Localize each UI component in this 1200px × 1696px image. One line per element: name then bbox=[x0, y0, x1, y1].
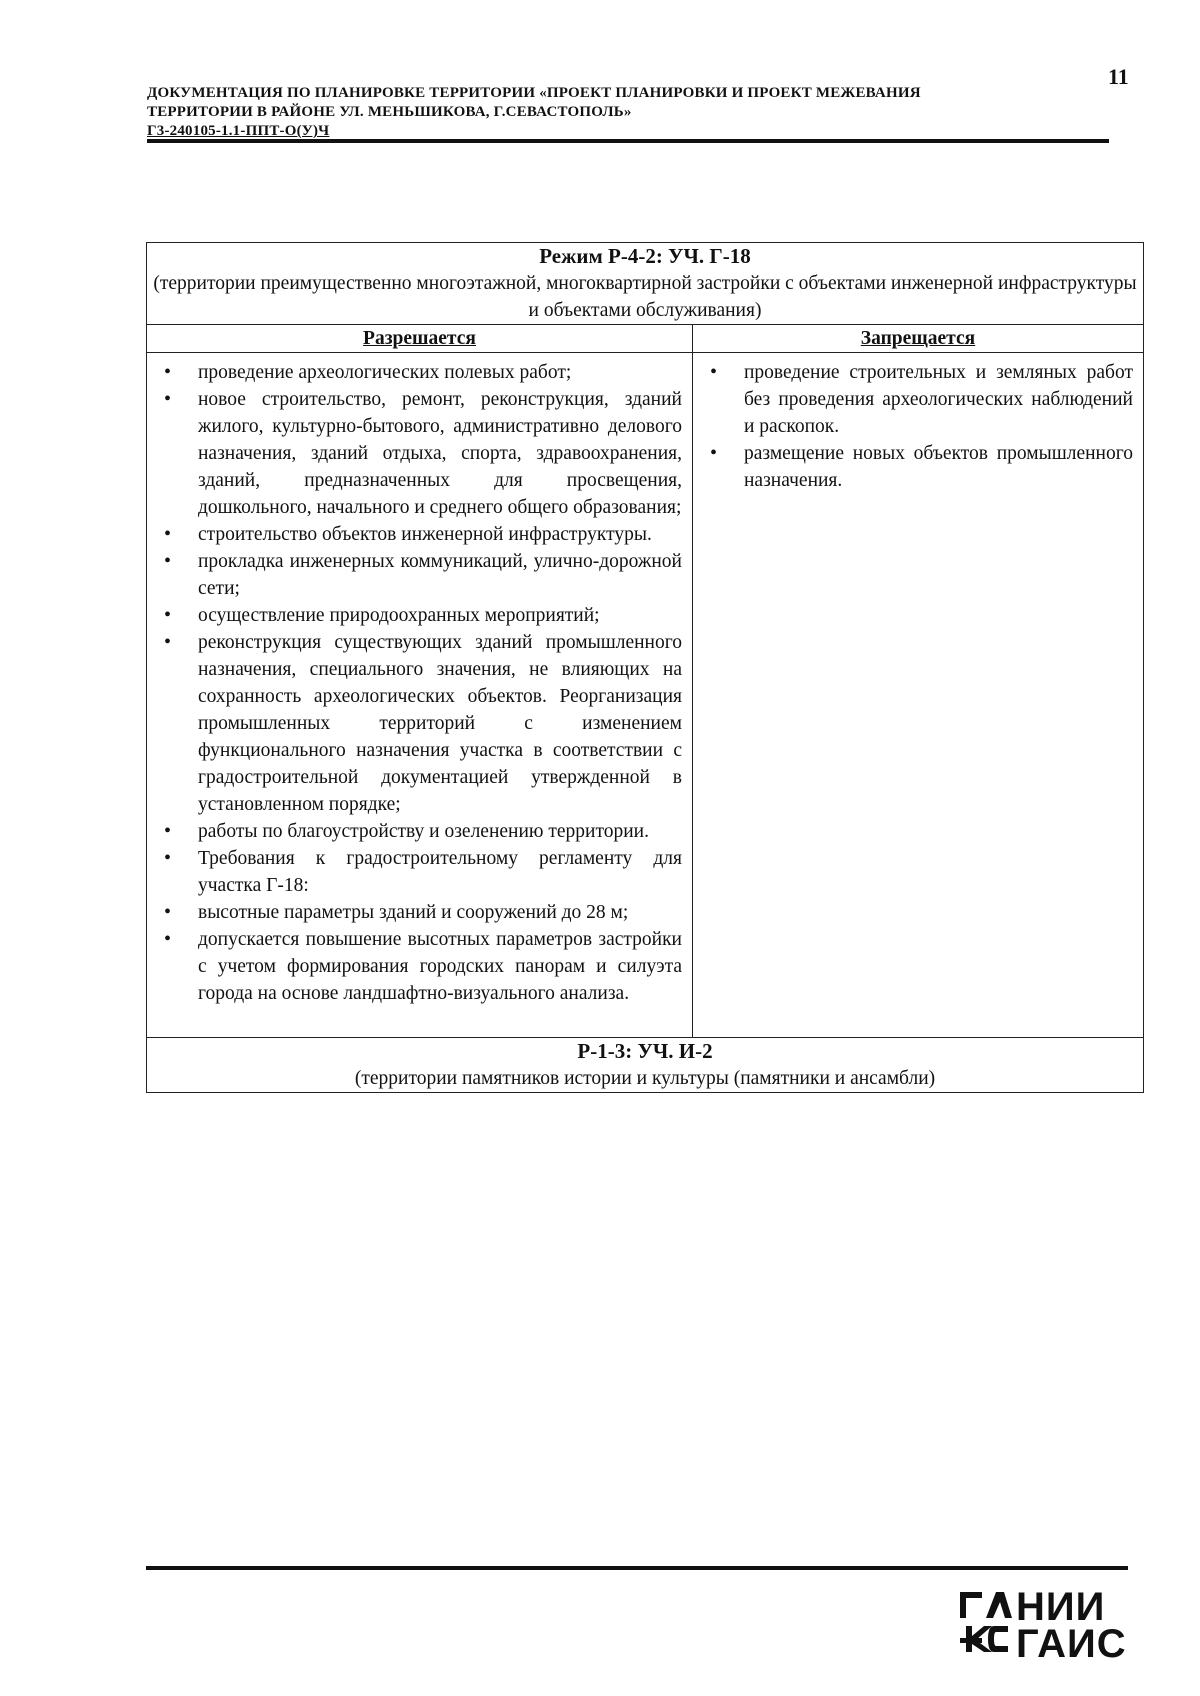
forbidden-list bbox=[693, 353, 1143, 524]
allowed-item: • прокладка инженерных коммуникаций, улично-дорожной сети; bbox=[147, 548, 682, 602]
nii-gais-logo bbox=[960, 1585, 1140, 1666]
regime-title-cell bbox=[147, 243, 1144, 325]
regime2-subtitle: (территории памятников истории и культуры (памятники и ансамбли) bbox=[354, 1068, 936, 1089]
document-header bbox=[147, 84, 1107, 141]
footer-divider bbox=[146, 1566, 1128, 1570]
forbidden-list-cell bbox=[693, 353, 1144, 1038]
allowed-column-header: Разрешается bbox=[147, 325, 693, 353]
logo-mark-icon bbox=[960, 1592, 1012, 1656]
allowed-list bbox=[147, 353, 692, 1037]
document-code: Г3-240105-1.1-ППТ-О(У)Ч bbox=[147, 123, 330, 139]
regime2-title: Р-1-3: УЧ. И-2 bbox=[577, 1039, 713, 1063]
allowed-item: • допускается повышение высотных параметров застройки с учетом формирования городских панорам и силуэта города на основе ландшафтно-визуального анализа. bbox=[147, 926, 682, 1007]
allowed-item: • строительство объектов инженерной инфраструктуры. bbox=[147, 521, 682, 548]
regime-subtitle: (территории преимущественно многоэтажной, многоквартирной застройки с объектами инженерной инфраструктуры и объектами обслуживания) bbox=[153, 273, 1137, 321]
logo-text-line-2: ГАИС bbox=[1016, 1622, 1127, 1666]
forbidden-item: • размещение новых объектов промышленного назначения. bbox=[693, 440, 1133, 494]
header-line-1: ДОКУМЕНТАЦИЯ ПО ПЛАНИРОВКЕ ТЕРРИТОРИИ «ПРОЕКТ ПЛАНИРОВКИ И ПРОЕКТ МЕЖЕВАНИЯ bbox=[147, 85, 921, 101]
page-number: 11 bbox=[1108, 64, 1129, 89]
allowed-item: • Требования к градостроительному регламенту для участка Г-18: bbox=[147, 845, 682, 899]
allowed-item: • новое строительство, ремонт, реконструкция, зданий жилого, культурно-бытового, административно делового назначения, зданий отдыха, спорта, здравоохранения, зданий, предназначенных для просвещения, дошкольного, начального и среднего общего образования; bbox=[147, 386, 682, 521]
allowed-item: • работы по благоустройству и озеленению территории. bbox=[147, 818, 682, 845]
allowed-item: • проведение археологических полевых работ; bbox=[147, 359, 682, 386]
allowed-item: • высотные параметры зданий и сооружений до 28 м; bbox=[147, 899, 682, 926]
logo-text-line-1: НИИ bbox=[1016, 1585, 1106, 1629]
header-divider bbox=[147, 139, 1109, 143]
regime-table bbox=[146, 242, 1144, 1093]
forbidden-column-header: Запрещается bbox=[693, 325, 1144, 353]
regime-title: Режим Р-4-2: УЧ. Г-18 bbox=[539, 244, 751, 268]
allowed-list-cell bbox=[147, 353, 693, 1038]
allowed-item: • реконструкция существующих зданий промышленного назначения, специального значения, не влияющих на сохранность археологических объектов. Реорганизация промышленных территорий с изменением функционального назначения участка в соответствии с градостроительной документацией утвержденной в установленном порядке; bbox=[147, 629, 682, 818]
forbidden-item: • проведение строительных и земляных работ без проведения археологических наблюдений и раскопок. bbox=[693, 359, 1133, 440]
allowed-item: • осуществление природоохранных мероприятий; bbox=[147, 602, 682, 629]
header-line-2: ТЕРРИТОРИИ В РАЙОНЕ УЛ. МЕНЬШИКОВА, Г.СЕВАСТОПОЛЬ» bbox=[147, 104, 632, 120]
regime2-title-cell bbox=[147, 1038, 1144, 1093]
